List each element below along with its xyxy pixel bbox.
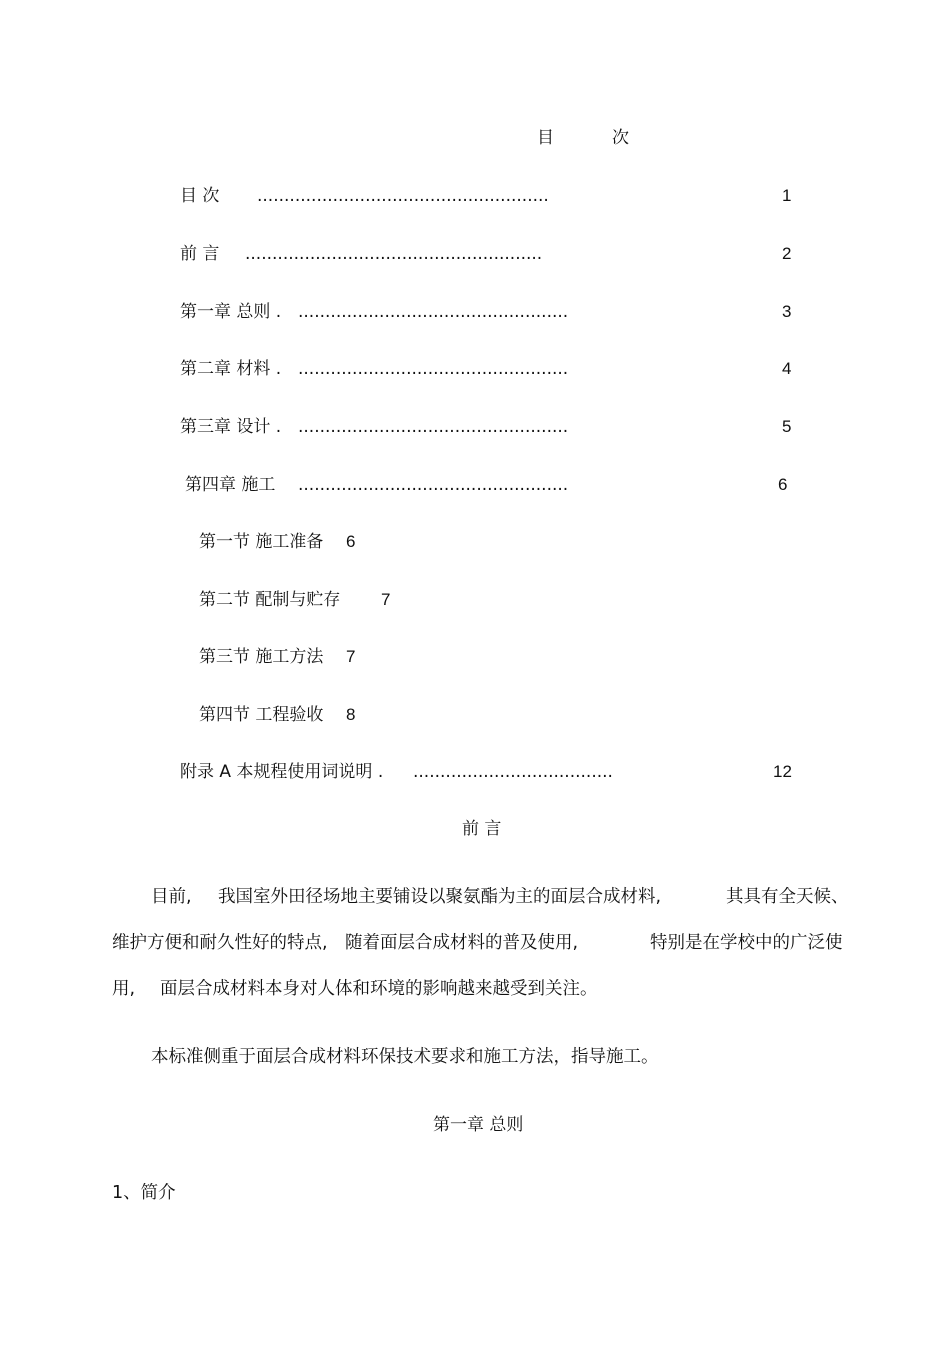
- preface-p1-line1-c: 其具有全天候、: [726, 887, 849, 907]
- toc-section-page: 8: [346, 705, 356, 724]
- toc-section-page: 7: [346, 647, 356, 666]
- toc-section-label[interactable]: 第二节 配制与贮存: [199, 590, 341, 610]
- toc-entry-page: 5: [782, 417, 792, 436]
- toc-section-page: 7: [381, 590, 391, 609]
- toc-entry-page: 2: [782, 244, 792, 263]
- toc-entry-dots: ..................................................: [298, 359, 569, 379]
- toc-entry-page: 3: [782, 302, 792, 321]
- toc-section-label[interactable]: 第一节 施工准备: [199, 532, 324, 552]
- toc-entry-label[interactable]: 第二章 材料 .: [180, 359, 282, 379]
- toc-entry-label[interactable]: 目 次: [180, 186, 220, 206]
- toc-entry-dots: ......................................................: [257, 186, 549, 206]
- preface-p1-line2-c: 特别是在学校中的广泛使: [650, 933, 843, 953]
- preface-p1-line1-a: 目前,: [151, 887, 192, 907]
- toc-entry-page: 1: [782, 186, 792, 205]
- chapter1-item-1: 1、简介: [112, 1183, 176, 1203]
- toc-entry-dots: ..................................................: [298, 475, 569, 495]
- preface-p1-line3-b: 面层合成材料本身对人体和环境的影响越来越受到关注。: [160, 979, 598, 999]
- toc-entry-dots: ..................................................: [298, 302, 569, 322]
- toc-entry-label[interactable]: 前 言: [180, 244, 220, 264]
- toc-section-label[interactable]: 第四节 工程验收: [199, 705, 324, 725]
- preface-p2: 本标准侧重于面层合成材料环保技术要求和施工方法，指导施工。: [151, 1047, 659, 1067]
- toc-title-left: 目: [537, 128, 554, 148]
- preface-p1-line1-b: 我国室外田径场地主要铺设以聚氨酯为主的面层合成材料,: [218, 887, 662, 907]
- toc-entry-page: 6: [778, 475, 788, 494]
- toc-appendix-page: 12: [773, 762, 792, 781]
- toc-entry-label[interactable]: 第三章 设计 .: [180, 417, 282, 437]
- preface-heading: 前 言: [462, 819, 502, 839]
- toc-entry-dots: ..................................................: [298, 417, 569, 437]
- preface-p1-line2-b: 随着面层合成材料的普及使用,: [345, 933, 579, 953]
- toc-appendix-label[interactable]: 附录 A 本规程使用词说明 .: [180, 762, 384, 782]
- toc-section-label[interactable]: 第三节 施工方法: [199, 647, 324, 667]
- toc-entry-page: 4: [782, 359, 792, 378]
- toc-entry-dots: .......................................................: [245, 244, 543, 264]
- toc-entry-label[interactable]: 第四章 施工: [185, 475, 276, 495]
- toc-entry-label[interactable]: 第一章 总则 .: [180, 302, 282, 322]
- chapter1-heading: 第一章 总则: [433, 1115, 524, 1135]
- toc-section-page: 6: [346, 532, 356, 551]
- toc-appendix-dots: .....................................: [413, 762, 613, 782]
- preface-p1-line3-a: 用,: [112, 979, 136, 999]
- preface-p1-line2-a: 维护方便和耐久性好的特点,: [112, 933, 328, 953]
- toc-title-right: 次: [612, 128, 629, 148]
